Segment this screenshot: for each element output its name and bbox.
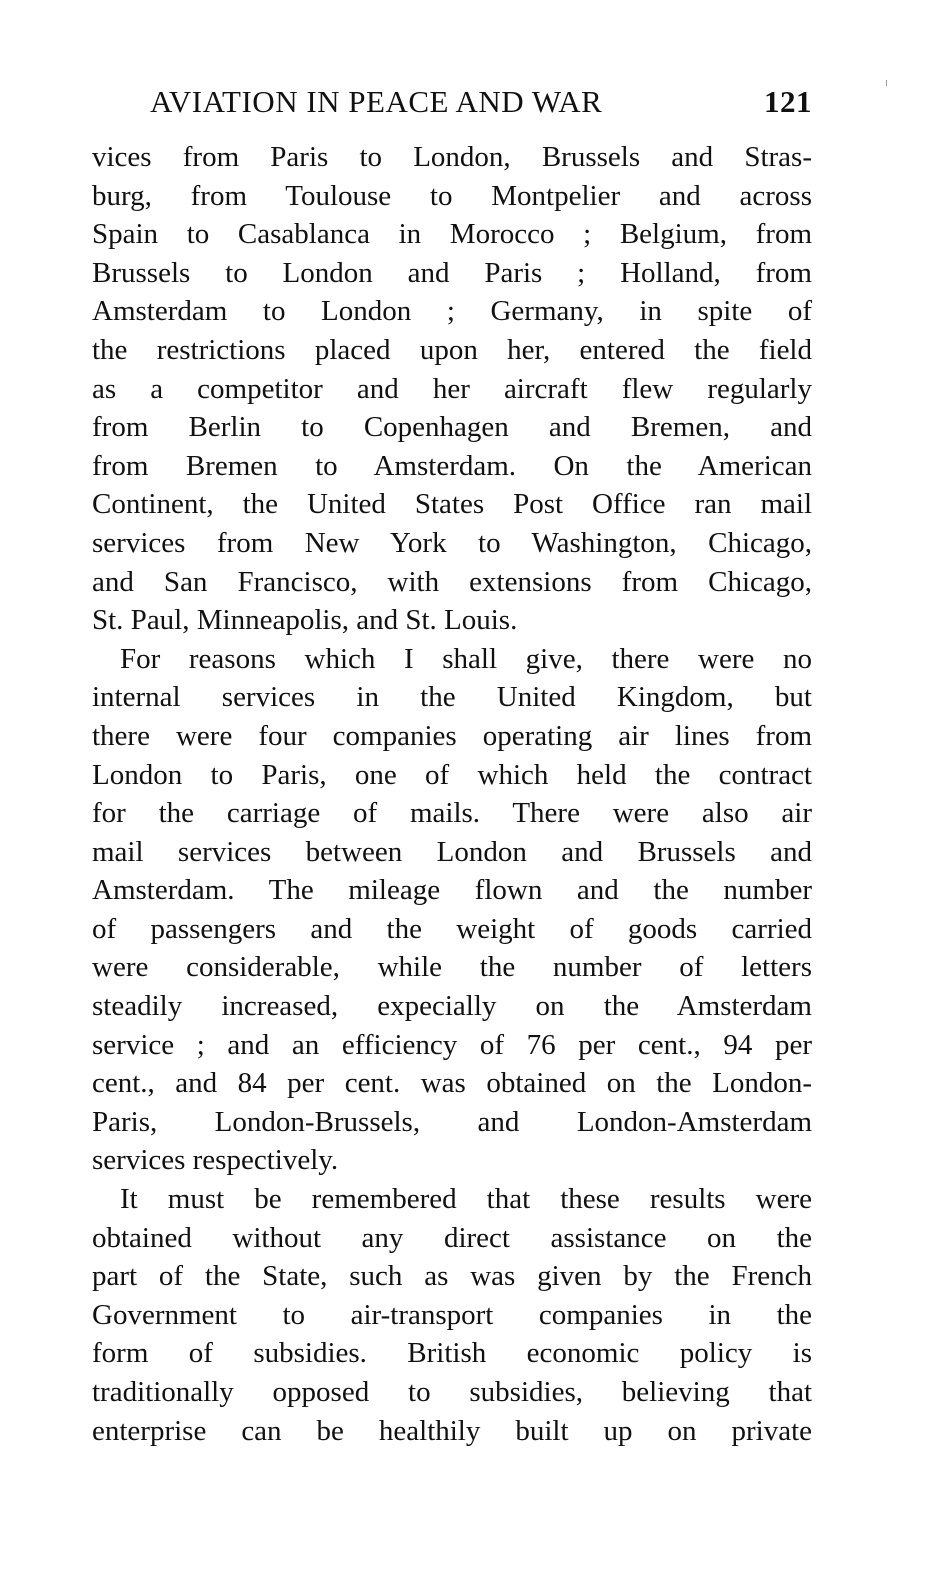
text-line: Amsterdam to London ; Germany, in spite of xyxy=(92,295,812,328)
text-line: from Bremen to Amsterdam. On the American xyxy=(92,449,812,482)
text-line: It must be remembered that these results were xyxy=(120,1183,812,1216)
text-line: Amsterdam. The mileage flown and the number xyxy=(92,874,812,907)
text-line: St. Paul, Minneapolis, and St. Louis. xyxy=(92,604,518,637)
page-header xyxy=(92,84,812,124)
text-line: the restrictions placed upon her, entered the field xyxy=(92,333,812,366)
text-line: obtained without any direct assistance on the xyxy=(92,1221,812,1254)
text-line: burg, from Toulouse to Montpelier and across xyxy=(92,179,812,212)
text-line: there were four companies operating air lines from xyxy=(92,719,812,752)
text-line: part of the State, such as was given by the French xyxy=(92,1260,812,1293)
text-line: steadily increased, expecially on the Amsterdam xyxy=(92,990,812,1023)
page-number: 121 xyxy=(764,84,812,119)
text-line: mail services between London and Brussels and xyxy=(92,835,812,868)
text-line: for the carriage of mails. There were also air xyxy=(92,797,812,830)
text-line: Government to air-transport companies in the xyxy=(92,1298,812,1331)
margin-mark xyxy=(886,80,887,86)
text-line: from Berlin to Copenhagen and Bremen, and xyxy=(92,411,812,444)
text-line: Continent, the United States Post Office ran mail xyxy=(92,488,812,521)
text-line: Brussels to London and Paris ; Holland, from xyxy=(92,256,812,289)
text-line: of passengers and the weight of goods carried xyxy=(92,912,812,945)
text-line: services from New York to Washington, Chicago, xyxy=(92,526,812,559)
running-title: AVIATION IN PEACE AND WAR xyxy=(150,84,603,119)
text-line: Paris, London-Brussels, and London-Amsterdam xyxy=(92,1105,812,1138)
text-line: For reasons which I shall give, there were no xyxy=(120,642,812,675)
text-line: traditionally opposed to subsidies, believing that xyxy=(92,1376,812,1408)
text-line: London to Paris, one of which held the contract xyxy=(92,758,812,791)
text-line: Spain to Casablanca in Morocco ; Belgium, from xyxy=(92,218,812,251)
text-line: and San Francisco, with extensions from Chicago, xyxy=(92,565,812,598)
text-line: form of subsidies. British economic policy is xyxy=(92,1337,812,1370)
text-line: enterprise can be healthily built up on private xyxy=(92,1414,812,1447)
text-line: as a competitor and her aircraft flew regularly xyxy=(92,372,812,405)
text-line: service ; and an efficiency of 76 per cent., 94 per xyxy=(92,1028,812,1061)
text-line: services respectively. xyxy=(92,1144,339,1177)
text-line: internal services in the United Kingdom, but xyxy=(92,681,812,714)
text-line: vices from Paris to London, Brussels and Stras- xyxy=(92,141,812,173)
text-line: were considerable, while the number of letters xyxy=(92,951,812,984)
text-line: cent., and 84 per cent. was obtained on the London- xyxy=(92,1067,812,1100)
body-text xyxy=(92,138,812,1450)
